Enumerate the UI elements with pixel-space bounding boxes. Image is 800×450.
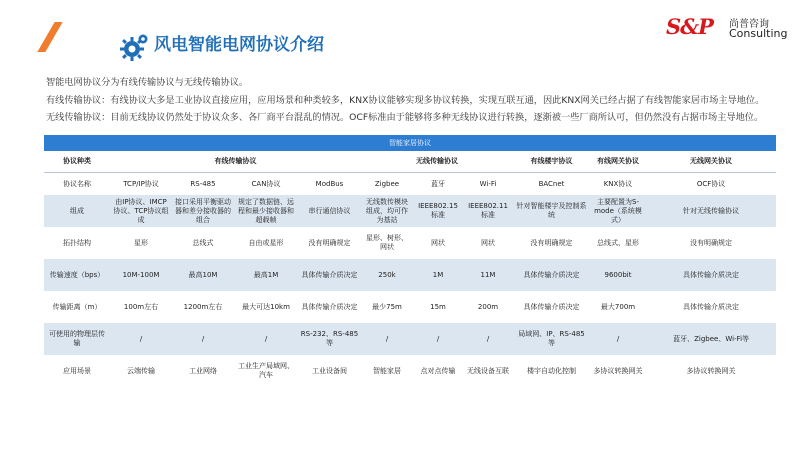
table-cell: 250k (361, 259, 413, 291)
protocol-table (44, 135, 776, 387)
table-cell: Wi-Fi (463, 173, 513, 196)
table-cell: 9600bit (590, 259, 646, 291)
table-cell: OCF协议 (646, 173, 776, 196)
table-cell: 多协议转换网关 (646, 355, 776, 387)
gear-icon (120, 32, 150, 62)
table-cell: 最少75m (361, 291, 413, 323)
table-cell: 最大700m (590, 291, 646, 323)
table-banner-row (44, 135, 776, 151)
table-cell: IEEE802.11标准 (463, 195, 513, 227)
table-cell: / (361, 323, 413, 355)
table-cell: TCP/IP协议 (110, 173, 172, 196)
table-row (44, 259, 776, 291)
table-row (44, 227, 776, 259)
table-cell: 主要配置为S-mode（系统模式） (590, 195, 646, 227)
table-row (44, 323, 776, 355)
table-cell: / (110, 323, 172, 355)
table-cell: 具体传输介质决定 (513, 259, 590, 291)
table-row (44, 291, 776, 323)
table-cell: Zigbee (361, 173, 413, 196)
table-cell: 网状 (413, 227, 463, 259)
logo-chinese-name: 尚普咨询 (729, 19, 769, 30)
table-cell: 无线数传模块组成，均可作为基站 (361, 195, 413, 227)
page-title: 风电智能电网协议介绍 (154, 35, 324, 55)
table-cell: 100m左右 (110, 291, 172, 323)
table-cell: 串行通信协议 (298, 195, 361, 227)
table-cell: 总线式 (172, 227, 234, 259)
row-header: 应用场景 (44, 355, 110, 387)
table-cell: 具体传输介质决定 (298, 259, 361, 291)
table-cell: CAN协议 (234, 173, 298, 196)
table-cell: 点对点传输 (413, 355, 463, 387)
intro-line: 有线传输协议：有线协议大多是工业协议直接应用，应用场景和种类较多，KNX协议能够实现多协议转换，实现互联互通，因此KNX网关已经占据了有线智能家居市场主导地位。 (46, 94, 765, 106)
table-cell: 1200m左右 (172, 291, 234, 323)
table-cell: 最大可达10km (234, 291, 298, 323)
table-banner: 智能家居协议 (44, 135, 776, 151)
table-cell: 具体传输介质决定 (298, 291, 361, 323)
table-row (44, 195, 776, 227)
table-cell: 工业生产局域网、汽车 (234, 355, 298, 387)
table-cell: 自由或星形 (234, 227, 298, 259)
row-header: 协议名称 (44, 173, 110, 196)
logo-english-name: Consulting (729, 27, 788, 40)
table-cell: 蓝牙、Zigbee、Wi-Fi等 (646, 323, 776, 355)
row-header: 传输速度（bps） (44, 259, 110, 291)
table-cell: RS-485 (172, 173, 234, 196)
table-cell: ModBus (298, 173, 361, 196)
table-cell: 15m (413, 291, 463, 323)
table-cell: 11M (463, 259, 513, 291)
table-cell: 没有明确规定 (646, 227, 776, 259)
table-cell: 1M (413, 259, 463, 291)
table-cell: 工业设备间 (298, 355, 361, 387)
row-header: 组成 (44, 195, 110, 227)
table-cell: 云端传输 (110, 355, 172, 387)
table-cell: RS-232、RS-485等 (298, 323, 361, 355)
table-cell: 网状 (463, 227, 513, 259)
table-cell: / (172, 323, 234, 355)
table-cell: / (463, 323, 513, 355)
table-cell: 具体传输介质决定 (646, 291, 776, 323)
intro-text (46, 74, 796, 127)
category-building: 有线楼宇协议 (513, 151, 590, 173)
table-cell: 多协议转换网关 (590, 355, 646, 387)
table-cell: 针对智能楼宇及控制系统 (513, 195, 590, 227)
table-row (44, 173, 776, 196)
category-wired: 有线传输协议 (110, 151, 361, 173)
table-cell: 200m (463, 291, 513, 323)
table-cell: 蓝牙 (413, 173, 463, 196)
category-row (44, 151, 776, 173)
table-cell: 接口采用平衡驱动器和差分接收器的组合 (172, 195, 234, 227)
intro-line: 无线传输协议：目前无线协议仍然处于协议众多、各厂商平台混乱的情况。OCF标准由于能够将多种无线协议进行转换，逐渐被一些厂商所认可，但仍然没有占据市场主导地位。 (46, 112, 764, 123)
table-cell: 智能家居 (361, 355, 413, 387)
category-gateway: 有线网关协议 (590, 151, 646, 173)
category-wireless: 无线传输协议 (361, 151, 513, 173)
accent-slash-decoration (37, 22, 62, 52)
table-cell: 具体传输介质决定 (646, 259, 776, 291)
table-cell: / (590, 323, 646, 355)
category-wireless-gateway: 无线网关协议 (646, 151, 776, 173)
table-cell: / (413, 323, 463, 355)
table-cell: KNX协议 (590, 173, 646, 196)
table-cell: 最高1M (234, 259, 298, 291)
table-cell: 工业网络 (172, 355, 234, 387)
table-cell: 星形、树形、网状 (361, 227, 413, 259)
table-row (44, 355, 776, 387)
table-cell: 楼宇自动化控制 (513, 355, 590, 387)
table-cell: 无线设备互联 (463, 355, 513, 387)
table-cell: 由IP协议、IMCP协议、TCP协议组成 (110, 195, 172, 227)
table-cell: 局域网、IP、RS-485等 (513, 323, 590, 355)
table-cell: 具体传输介质决定 (513, 291, 590, 323)
intro-line: 智能电网协议分为有线传输协议与无线传输协议。 (46, 77, 249, 88)
logo-mark: S&P (666, 14, 713, 39)
table-cell: 没有明确规定 (513, 227, 590, 259)
row-header: 拓扑结构 (44, 227, 110, 259)
row-header: 可使用的物理层传输 (44, 323, 110, 355)
row-header: 传输距离（m） (44, 291, 110, 323)
company-logo (666, 14, 788, 40)
table-cell: BACnet (513, 173, 590, 196)
table-cell: IEEE802.15标准 (413, 195, 463, 227)
table-cell: / (234, 323, 298, 355)
table-cell: 规定了数据链、远程和最少接收器和超载帧 (234, 195, 298, 227)
table-cell: 星形 (110, 227, 172, 259)
table-cell: 最高10M (172, 259, 234, 291)
row-header: 协议种类 (44, 151, 110, 173)
table-cell: 没有明确规定 (298, 227, 361, 259)
table-cell: 10M-100M (110, 259, 172, 291)
table-cell: 总线式、星形 (590, 227, 646, 259)
table-cell: 针对无线传输协议 (646, 195, 776, 227)
